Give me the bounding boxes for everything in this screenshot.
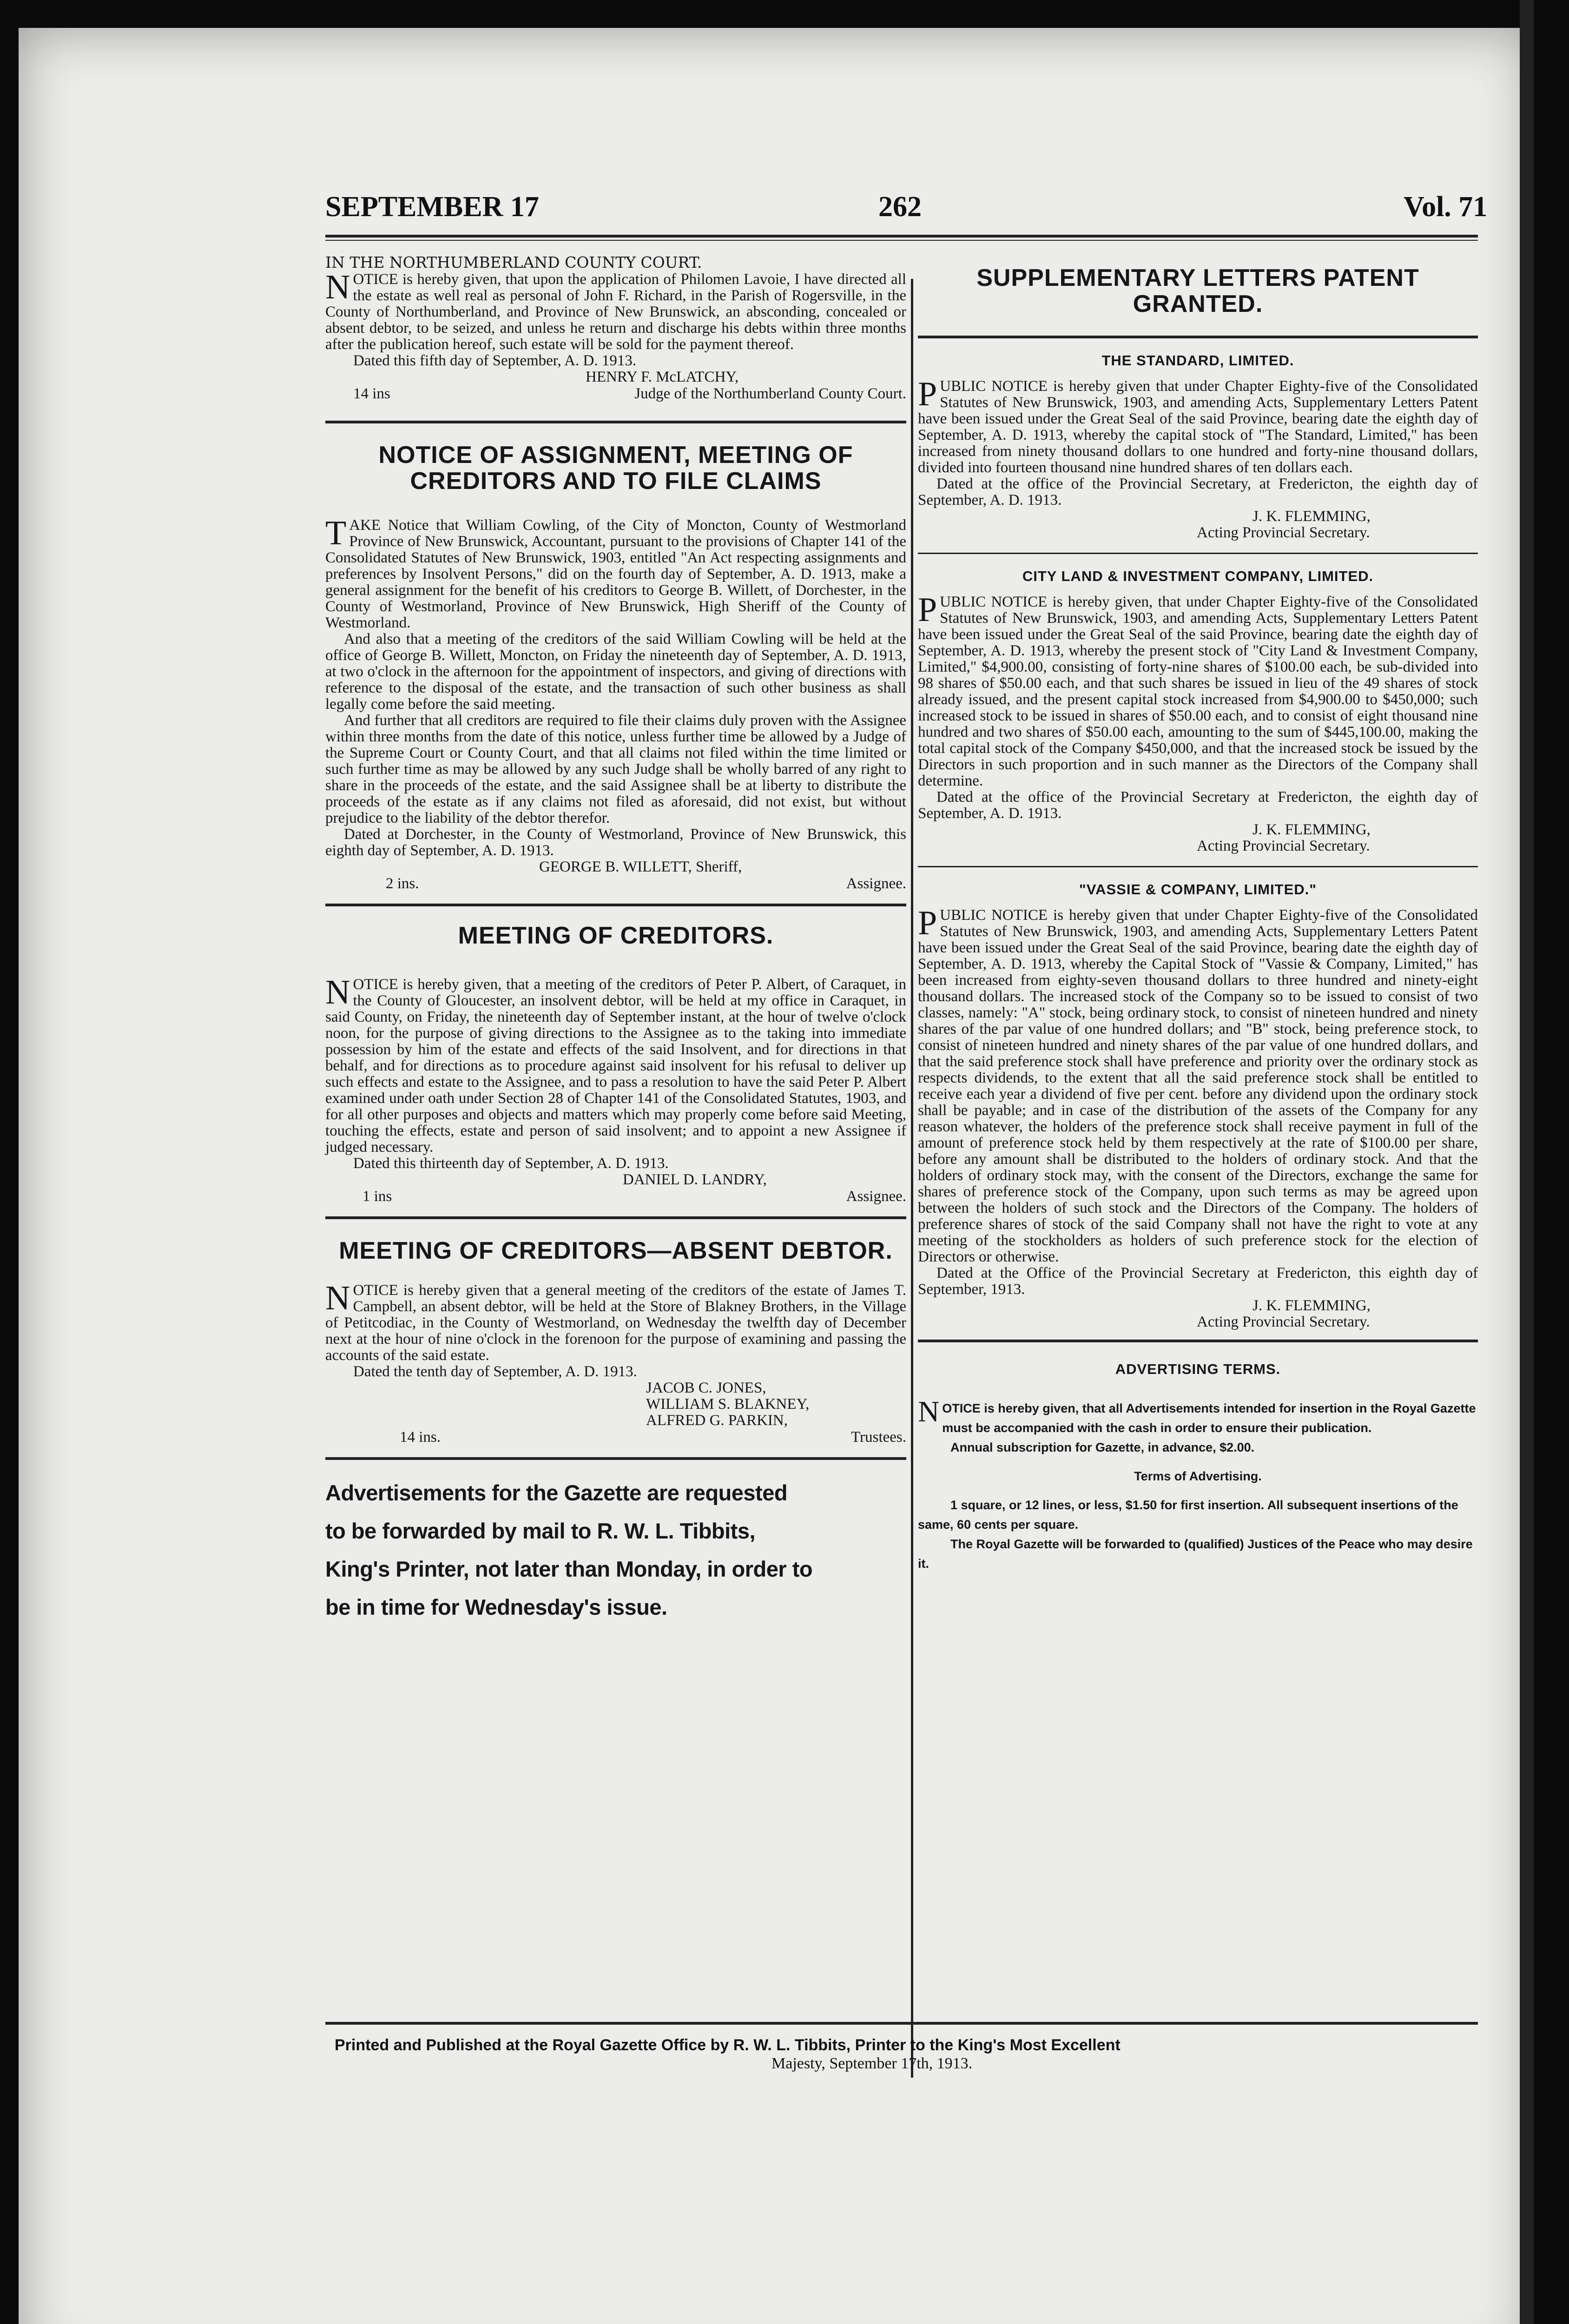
vassie-company: "VASSIE & COMPANY, LIMITED.": [1079, 881, 1317, 898]
standard-dated: Dated at the office of the Provincial Secretary, at Fredericton, the eighth day of September, A. D. 1913.: [918, 475, 1478, 508]
ad-request-line-4: be in time for Wednesday's issue.: [325, 1595, 667, 1619]
absent-debtor-title: MEETING OF CREDITORS—ABSENT DEBTOR.: [339, 1237, 893, 1264]
absent-debtor-signer-1: JACOB C. JONES,: [646, 1380, 766, 1396]
assignment-para-2: And also that a meeting of the creditors of the said William Cowling will be held at the office of George B. Willett, Moncton, on Friday the nineteenth day of September, A. D. 1913, at two o'clock in the afternoon for the appointment of inspectors, and giving of directions with reference to the disposal of the estate, and the transaction of such other business as shall legally come before the said meeting.: [325, 631, 906, 713]
patent-section-title: SUPPLEMENTARY LETTERS PATENT GRANTED.: [976, 264, 1419, 317]
vassie-notice: [918, 881, 1478, 1330]
adterms-forward: The Royal Gazette will be forwarded to (qualified) Justices of the Peace who may desire it.: [918, 1537, 1473, 1571]
meeting-title: MEETING OF CREDITORS.: [458, 922, 774, 949]
meeting-body: OTICE is hereby given, that a meeting of the creditors of Peter P. Albert, of Caraquet, in the County of Gloucester, an insolvent debtor, will be held at my office in Caraquet, in said County, on Friday, the nineteenth day of September instant, at the hour of twelve o'clock noon, for the purpose of giving directions to the Assignee as to the taking into immediate possession by him of the estate and effects of the said Insolvent, and for directions in that behalf, and for directions as to procedure against said insolvent for his refusal to deliver up such effects and estate to the Assignee, and to pass a resolution to have the said Peter P. Albert examined under oath under Section 28 of Chapter 141 of the Consolidated Statutes, 1903, and for all other purposes and objects and matters which may properly come before said Meeting, touching the effects, estate and person of said insolvent; and to appoint a new Assignee if judged necessary.: [325, 976, 906, 1155]
court-notice-body: OTICE is hereby given, that upon the application of Philomen Lavoie, I have directed all the estate as well real as personal of John F. Richard, in the Parish of Rogersville, in the County of Northumberland, and Province of New Brunswick, an absconding, concealed or absent debtor, to be seized, and unless he return and discharge his debts within three months after the publication hereof, such estate will be sold for the payment thereof.: [325, 271, 906, 353]
court-notice-signer: HENRY F. McLATCHY,: [586, 369, 739, 385]
assignment-role: Assignee.: [846, 875, 906, 892]
absent-debtor-signer-2: WILLIAM S. BLAKNEY,: [646, 1396, 810, 1413]
drop-cap: N: [918, 1395, 940, 1428]
meeting-role: Assignee.: [846, 1188, 906, 1205]
left-column: [325, 253, 906, 1626]
right-column: [918, 265, 1478, 1573]
cityland-company: CITY LAND & INVESTMENT COMPANY, LIMITED.: [1022, 568, 1374, 584]
ad-request: [325, 1474, 906, 1626]
meeting-signer: DANIEL D. LANDRY,: [623, 1171, 767, 1188]
assignment-notice: [325, 442, 906, 892]
assignment-ins: 2 ins.: [386, 875, 419, 892]
drop-cap: P: [918, 375, 937, 413]
adterms-terms-body: 1 square, or 12 lines, or less, $1.50 for first insertion. All subsequent insertions of the same, 60 cents per square.: [918, 1498, 1458, 1532]
advertising-terms: [918, 1361, 1478, 1573]
cityland-signer: J. K. FLEMMING,: [1253, 821, 1371, 838]
absent-debtor-signer-3: ALFRED G. PARKIN,: [646, 1412, 788, 1429]
volume-number: Vol. 71: [1404, 191, 1488, 223]
standard-role: Acting Provincial Secretary.: [1197, 524, 1370, 541]
assignment-para-3: And further that all creditors are required to file their claims duly proven with the Assignee within three months from the date of this notice, unless further time be allowed by a Judge of the Supreme Court or County Court, and that all claims not filed within the time limited or such further time as may be allowed by any such Judge shall be wholly barred of any right to share in the proceeds of the estate, and the said Assignee shall be at liberty to distribute the proceeds of the estate as if any claims not filed as aforesaid, did not exist, but without prejudice to the liability of the debtor therefor.: [325, 712, 906, 826]
cityland-dated: Dated at the office of the Provincial Secretary at Fredericton, the eighth day of September, A. D. 1913.: [918, 789, 1478, 822]
ad-request-line-3: King's Printer, not later than Monday, in order to: [325, 1557, 813, 1581]
standard-body: UBLIC NOTICE is hereby given that under Chapter Eighty-five of the Consolidated Statutes of New Brunswick, 1903, and amending Acts, Supplementary Letters Patent have been issued under the Great Seal of the said Province, bearing date the eighth day of September, A. D. 1913, whereby the capital stock of "The Standard, Limited," has been increased from ninety thousand dollars to one hundred and forty-nine thousand dollars, divided into fourteen thousand nine hundred shares of ten dollars each.: [918, 378, 1478, 476]
footer-line-1: Printed and Published at the Royal Gazette Office by R. W. L. Tibbits, Printer to the King's Most Excellent: [335, 2036, 1121, 2054]
court-title: IN THE NORTHUMBERLAND COUNTY COURT.: [325, 253, 702, 271]
absent-debtor-role: Trustees.: [851, 1429, 906, 1446]
ad-request-line-1: Advertisements for the Gazette are requested: [325, 1480, 788, 1505]
page-edge: [1534, 0, 1569, 2324]
column-divider: [911, 279, 913, 2078]
page-number: 262: [878, 191, 922, 223]
cityland-notice: [918, 568, 1478, 854]
meeting-ins: 1 ins: [363, 1188, 392, 1205]
vassie-signer: J. K. FLEMMING,: [1253, 1297, 1371, 1314]
absent-debtor-body: OTICE is hereby given that a general meeting of the creditors of the estate of James T. Campbell, an absent debtor, will be held at the Store of Blakney Brothers, in the Village of Petitcodiac, in the County of Westmorland, on Wednesday the twelfth day of December next at the hour of nine o'clock in the forenoon for the purpose of examining and passing the accounts of the said estate.: [325, 1282, 906, 1364]
drop-cap: N: [325, 268, 350, 306]
court-notice-ins: 14 ins: [353, 385, 390, 402]
assignment-para-1: AKE Notice that William Cowling, of the City of Moncton, County of Westmorland Province of New Brunswick, Accountant, pursuant to the provisions of Chapter 141 of the Consolidated Statutes of New Brunswick, 1903, entitled "An Act respecting assignments and preferences by Insolvent Persons," did on the fourth day of September, A. D. 1913, make a general assignment for the benefit of his creditors to George B. Willett, of Dorchester, in the County of Westmorland, Province of New Brunswick, High Sheriff of the County of Westmorland.: [325, 517, 906, 631]
cityland-body: UBLIC NOTICE is hereby given, that under Chapter Eighty-five of the Consolidated Statutes of New Brunswick, 1903, and amending Acts, Supplementary Letters Patent have been issued under the Great Seal of the said Province, bearing date the eighth day of September, A. D. 1913, whereby the present stock of "City Land & Investment Company, Limited," $4,900.00, consisting of forty-nine shares of $100.00 each, be sub-divided into 98 shares of $50.00 each, and that such shares be issued in lieu of the 49 shares of stock already issued, and the present capital stock increased from $4,900.00 to $450,000; such increased stock to be issued in shares of $50.00 each, and to consist of eight thousand nine hundred and two shares of $50.00 each, amounting to the sum of $445,100.00, making the total capital stock of the Company $450,000, and that the increased stock be issued by the Directors in such proportion and in such manner as the Directors of the Company shall determine.: [918, 594, 1478, 789]
drop-cap: N: [325, 973, 350, 1011]
drop-cap: N: [325, 1279, 350, 1317]
court-notice-dated: Dated this fifth day of September, A. D. 1913.: [353, 352, 637, 369]
header-rule-thin: [325, 240, 1478, 241]
vassie-role: Acting Provincial Secretary.: [1197, 1314, 1370, 1330]
court-notice: [325, 253, 906, 402]
absent-debtor-dated: Dated the tenth day of September, A. D. 1913.: [353, 1363, 637, 1380]
footer-line-2: Majesty, September 17th, 1913.: [771, 2055, 973, 2072]
absent-debtor-ins: 14 ins.: [400, 1429, 441, 1446]
adterms-terms-title: Terms of Advertising.: [1134, 1469, 1262, 1483]
standard-notice: [918, 352, 1478, 541]
imprint-footer: [335, 2036, 1478, 2073]
adterms-notice: OTICE is hereby given, that all Advertisements intended for insertion in the Royal Gazette must be accompanied with the cash in order to ensure their publication.: [942, 1401, 1476, 1435]
adterms-title: ADVERTISING TERMS.: [1115, 1361, 1281, 1377]
ad-request-line-2: to be forwarded by mail to R. W. L. Tibbits,: [325, 1519, 756, 1543]
header-rule: [325, 235, 1478, 238]
assignment-para-4: Dated at Dorchester, in the County of Westmorland, Province of New Brunswick, this eighth day of September, A. D. 1913.: [325, 826, 906, 859]
assignment-title: NOTICE OF ASSIGNMENT, MEETING OF CREDITORS AND TO FILE CLAIMS: [378, 442, 853, 495]
drop-cap: P: [918, 591, 937, 629]
standard-company: THE STANDARD, LIMITED.: [1101, 352, 1294, 369]
absent-debtor-notice: [325, 1238, 906, 1446]
drop-cap: T: [325, 514, 347, 552]
issue-date: SEPTEMBER 17: [325, 191, 539, 223]
footer-rule: [325, 2022, 1478, 2025]
adterms-subscription: Annual subscription for Gazette, in advance, $2.00.: [950, 1440, 1255, 1454]
drop-cap: P: [918, 904, 937, 942]
cityland-role: Acting Provincial Secretary.: [1197, 838, 1370, 854]
assignment-signer: GEORGE B. WILLETT, Sheriff,: [539, 858, 742, 875]
meeting-dated: Dated this thirteenth day of September, A. D. 1913.: [353, 1155, 669, 1172]
court-notice-signer-title: Judge of the Northumberland County Court.: [634, 385, 906, 402]
vassie-dated: Dated at the Office of the Provincial Secretary at Fredericton, this eighth day of September, 1913.: [918, 1265, 1478, 1298]
vassie-body: UBLIC NOTICE is hereby given that under Chapter Eighty-five of the Consolidated Statutes of New Brunswick, 1903, and amending Acts, Supplementary Letters Patent have been issued under the Great Seal of the said Province, bearing date the eighth day of September, A. D. 1913, whereby the Capital Stock of "Vassie & Company, Limited," has been increased from eighty-seven thousand dollars to three hundred and ninety-eight thousand dollars. The increased stock of the Company so to be issued to consist of two classes, namely: "A" stock, being ordinary stock, to consist of nineteen hundred and ninety shares of the par value of one hundred dollars; and "B" stock, being preference stock, to consist of nineteen hundred and ninety shares of the par value of one hundred dollars, and that the said preference stock shall have preference and priority over the ordinary stock as respects dividends, to the extent that all the said preference stock shall be entitled to receive each year a dividend of five per cent. before any dividend upon the ordinary stock shall be payable; and in case of the distribution of the assets of the Company for any reason whatever, the holders of the preference stock shall receive payment in full of the amount of preference stock held by them respectively at the rate of $100.00 per share, before any amount shall be distributed to the holders of ordinary stock. And that the holders of ordinary stock may, with the consent of the Directors, exchange the same for shares of preference stock of the Company, upon such terms as may be agreed upon between the holders of such stock and the Directors of the Company. The holders of preference shares of stock of the said Company shall not have the right to vote at any meeting of the stockholders as holders of such preference stock for the election of Directors or otherwise.: [918, 907, 1478, 1265]
meeting-notice: [325, 923, 906, 1205]
standard-signer: J. K. FLEMMING,: [1253, 508, 1371, 525]
